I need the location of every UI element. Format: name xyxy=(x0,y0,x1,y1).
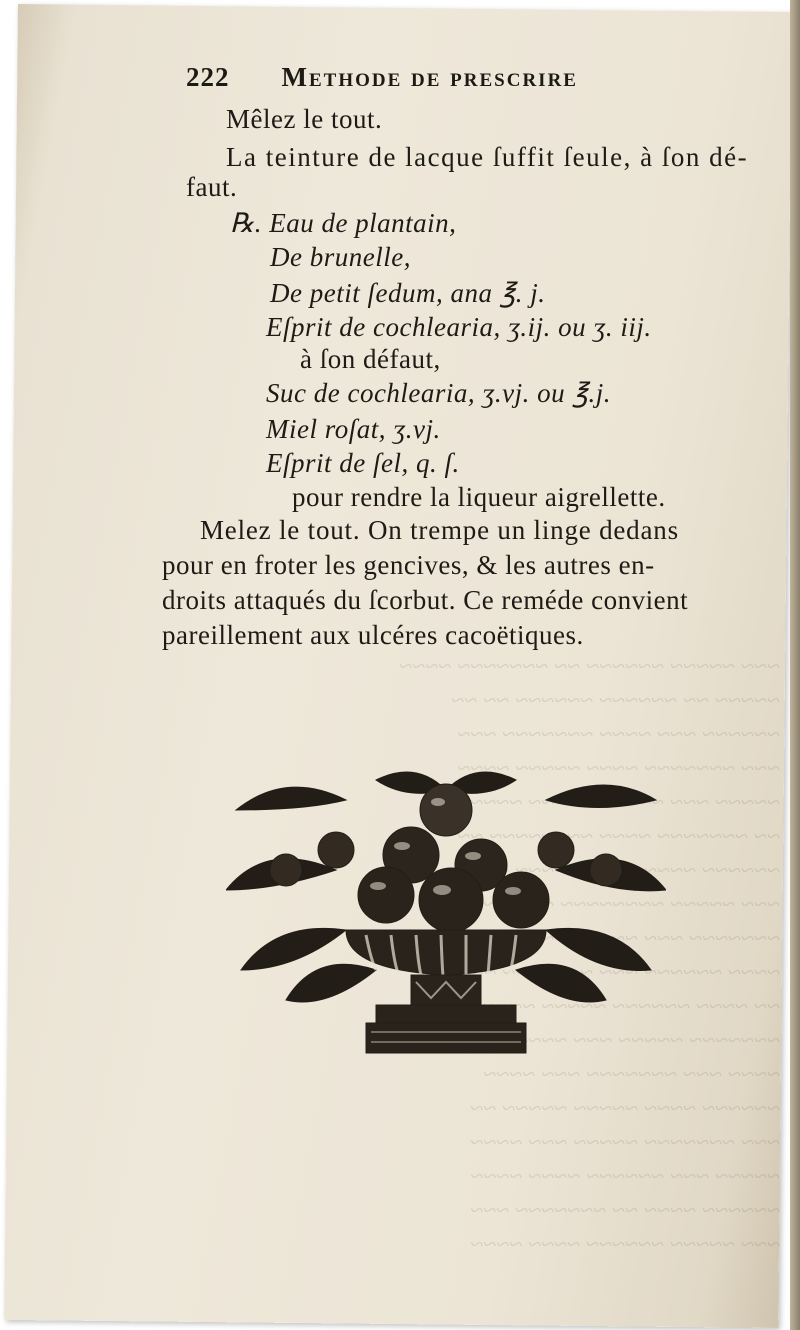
recipe-line: à ſon défaut, xyxy=(300,344,441,374)
fruit-basket-woodcut-icon xyxy=(226,770,666,1070)
book-spine-edge xyxy=(790,0,800,1330)
text-line: pareillement aux ulcéres cacoëtiques. xyxy=(162,620,584,650)
text-line: Mêlez le tout. xyxy=(226,104,383,134)
text-line: Melez le tout. On trempe un linge dedans xyxy=(200,515,679,545)
recipe-line: De brunelle, xyxy=(270,242,411,272)
text-line: La teinture de lacque ſuffit ſeule, à ſon dé- xyxy=(226,142,749,172)
running-header xyxy=(186,62,578,93)
text-line: faut. xyxy=(186,172,238,202)
recipe-line: Suc de cochlearia, ʒ.vj. ou ℥.j. xyxy=(266,378,611,408)
recipe-line: Miel roſat, ʒ.vj. xyxy=(266,414,441,444)
recipe-line: De petit ſedum, ana ℥. j. xyxy=(270,278,546,308)
text-line: droits attaqués du ſcorbut. Ce reméde convient xyxy=(162,585,689,615)
text-line: pour en froter les gencives, & les autres en- xyxy=(162,550,655,580)
page-number: 222 xyxy=(186,62,230,92)
recipe-line: Eſprit de ſel, q. ſ. xyxy=(266,448,460,478)
running-title: Methode de prescrire xyxy=(281,62,578,92)
book-page xyxy=(4,4,792,1328)
recipe-line: pour rendre la liqueur aigrellette. xyxy=(292,482,666,512)
recipe-line: Eſprit de cochlearia, ʒ.ij. ou ʒ. iij. xyxy=(266,312,652,342)
recipe-line: ℞. Eau de plantain, xyxy=(230,208,457,238)
